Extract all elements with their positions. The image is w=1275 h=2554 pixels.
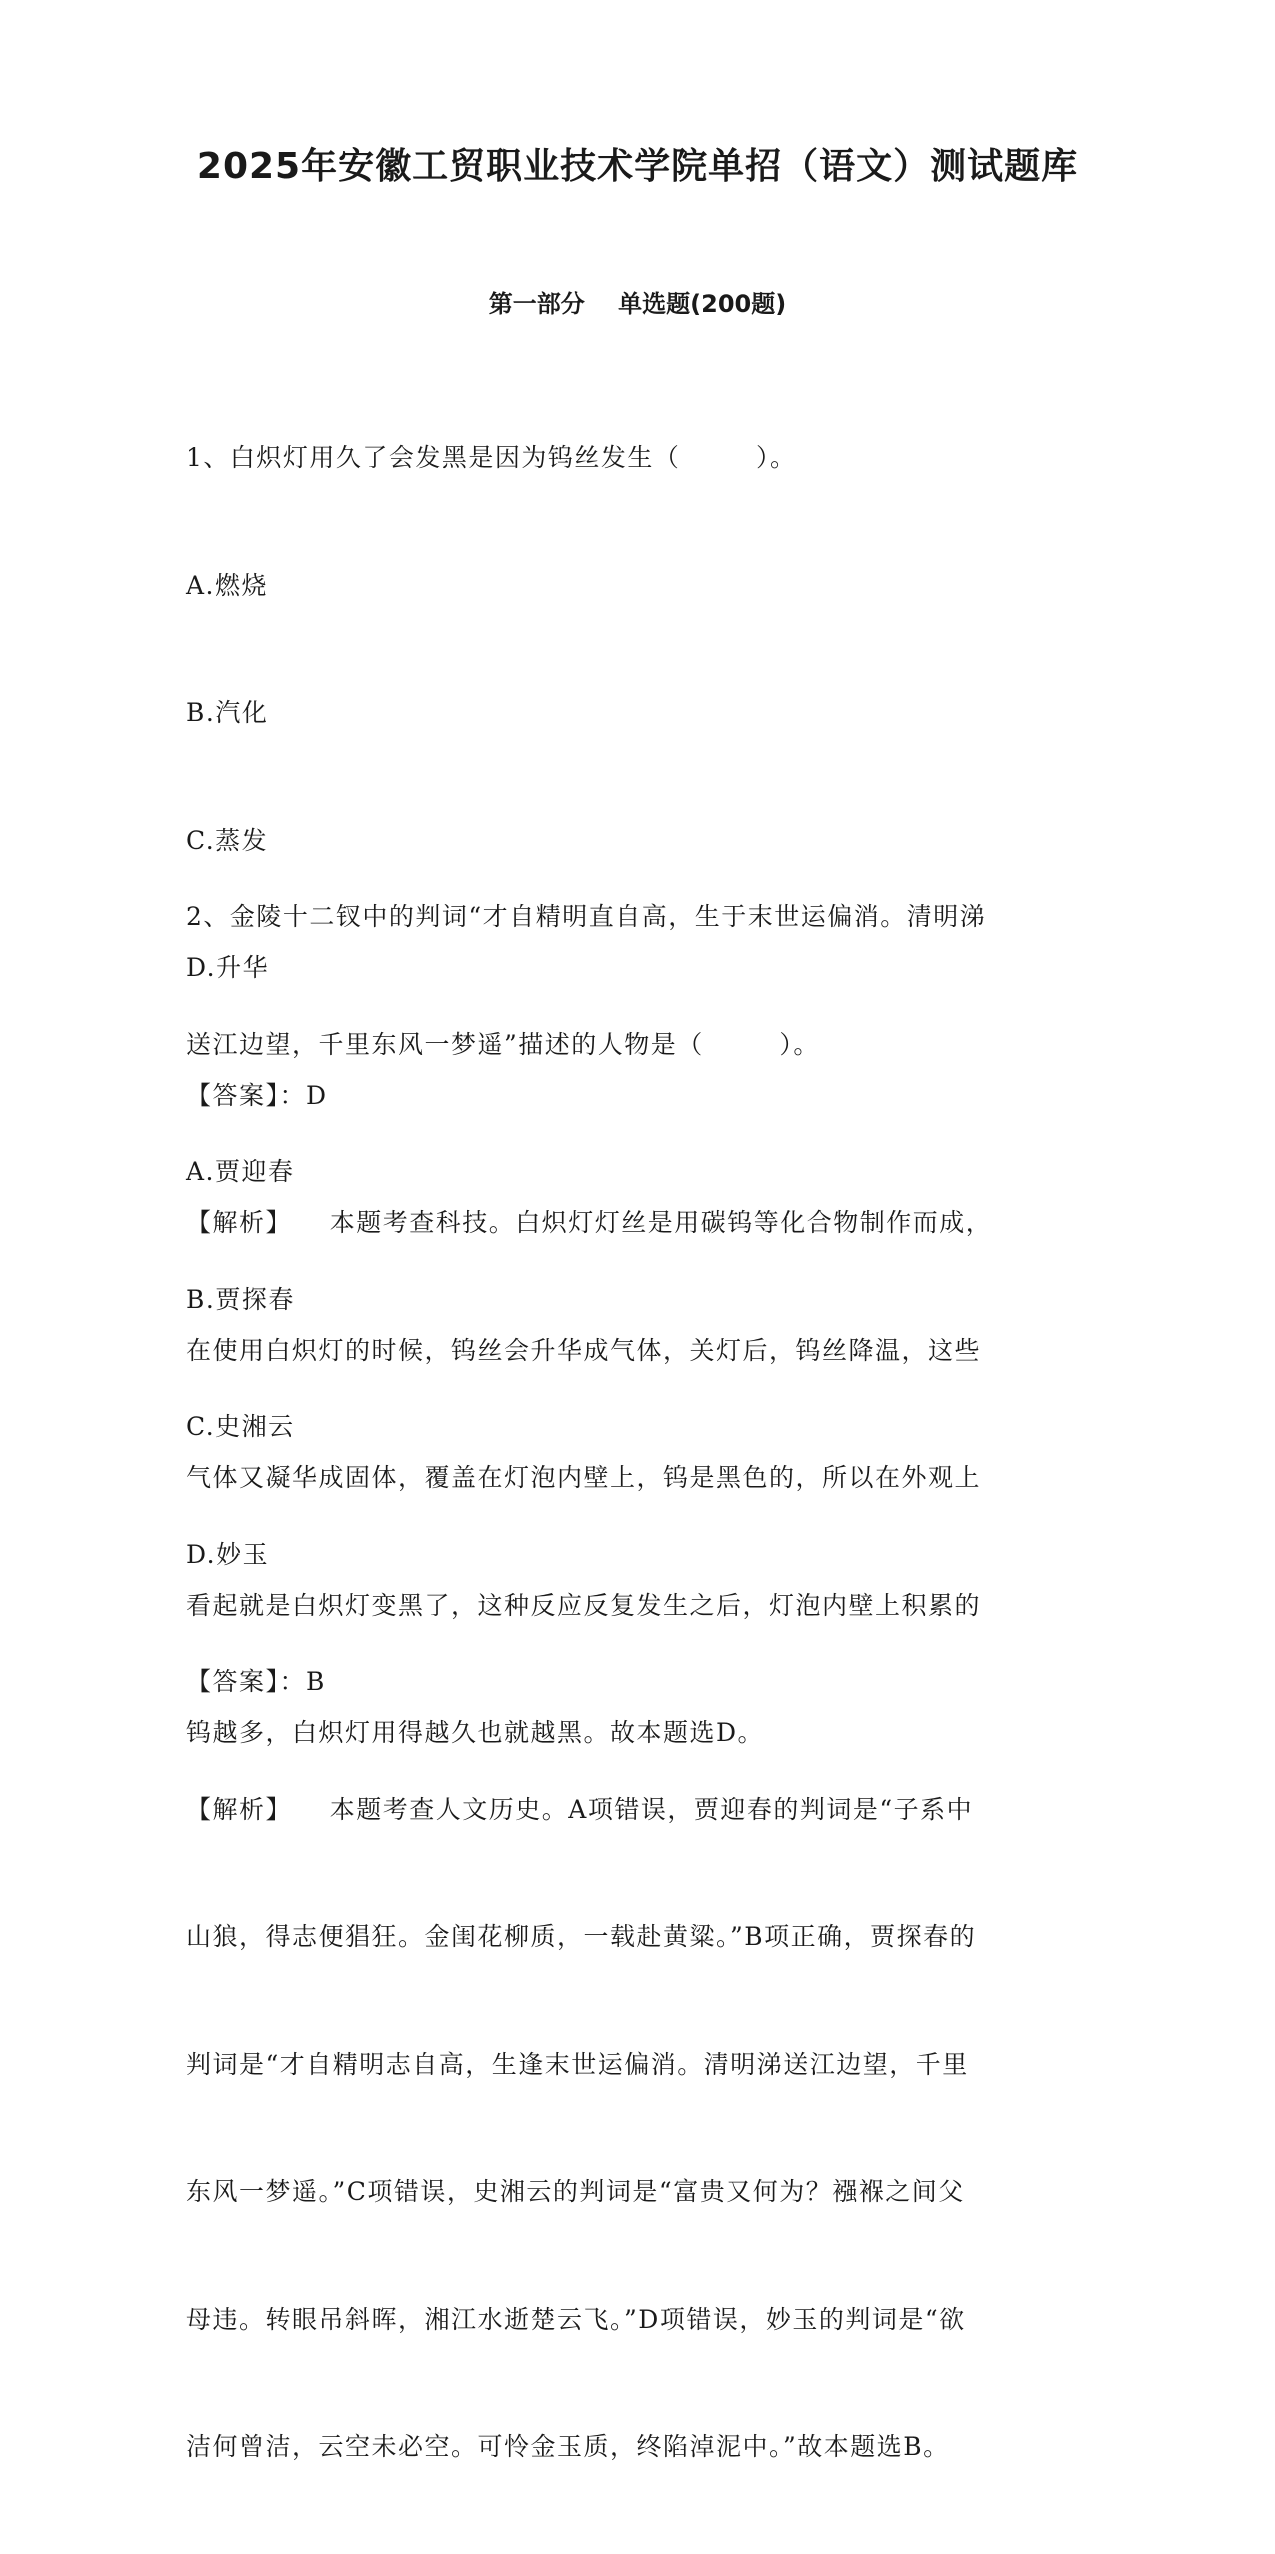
section-title: 第一部分 单选题(200题)	[488, 290, 787, 318]
question-1-analysis-line: 气体又凝华成固体，覆盖在灯泡内壁上，钨是黑色的，所以在外观上	[186, 1463, 982, 1492]
question-1-analysis-line: 看起就是白炽灯变黑了，这种反应反复发生之后，灯泡内壁上积累的	[186, 1590, 982, 1620]
question-2-stem-line: 送江边望，千里东风一梦遥”描述的人物是（ ）。	[186, 1029, 820, 1059]
question-1-option-c: C.蒸发	[186, 825, 269, 855]
question-2-analysis-line: 【解析】 本题考查人文历史。A项错误，贾迎春的判词是“子系中	[186, 1794, 974, 1824]
question-1-option-d: D.升华	[186, 953, 270, 982]
question-2-option-d: D.妙玉	[186, 1539, 270, 1569]
question-1-option-a: A.燃烧	[186, 570, 269, 600]
question-2-option-a: A.贾迎春	[186, 1157, 295, 1186]
question-1-analysis-line: 【解析】 本题考查科技。白炽灯灯丝是用碳钨等化合物制作而成，	[186, 1208, 993, 1237]
question-2-option-b: B.贾探春	[186, 1284, 295, 1314]
question-2-analysis-line: 洁何曾洁，云空未必空。可怜金玉质，终陷淖泥中。”故本题选B。	[186, 2432, 950, 2461]
document-title: 2025年安徽工贸职业技术学院单招（语文）测试题库	[196, 146, 1079, 187]
question-1-analysis-line: 钨越多，白炽灯用得越久也就越黑。故本题选D。	[186, 1718, 765, 1747]
question-2	[186, 811, 1086, 2554]
question-2-analysis-line: 母违。转眼吊斜晖，湘江水逝楚云飞。”D项错误，妙玉的判词是“欲	[186, 2304, 966, 2334]
question-2-stem-line: 2、金陵十二钗中的判词“才自精明直自高，生于末世运偏消。清明涕	[186, 902, 987, 931]
question-1-analysis-line: 在使用白炽灯的时候，钨丝会升华成气体，关灯后，钨丝降温，这些	[186, 1335, 982, 1365]
question-1-option-b: B.汽化	[186, 698, 269, 727]
question-2-answer: 【答案】：B	[186, 1667, 326, 1696]
question-2-analysis-line: 东风一梦遥。”C项错误，史湘云的判词是“富贵又何为？襁褓之间父	[186, 2177, 965, 2206]
question-2-option-c: C.史湘云	[186, 1412, 295, 1441]
question-2-analysis-line: 判词是“才自精明志自高，生逢末世运偏消。清明涕送江边望，千里	[186, 2049, 969, 2079]
question-1-answer: 【答案】：D	[186, 1080, 328, 1110]
question-1-stem: 1、白炽灯用久了会发黑是因为钨丝发生（ ）。	[186, 443, 797, 472]
question-2-analysis-line: 山狼，得志便猖狂。金闺花柳质，一载赴黄粱。”B项正确，贾探春的	[186, 1922, 977, 1951]
